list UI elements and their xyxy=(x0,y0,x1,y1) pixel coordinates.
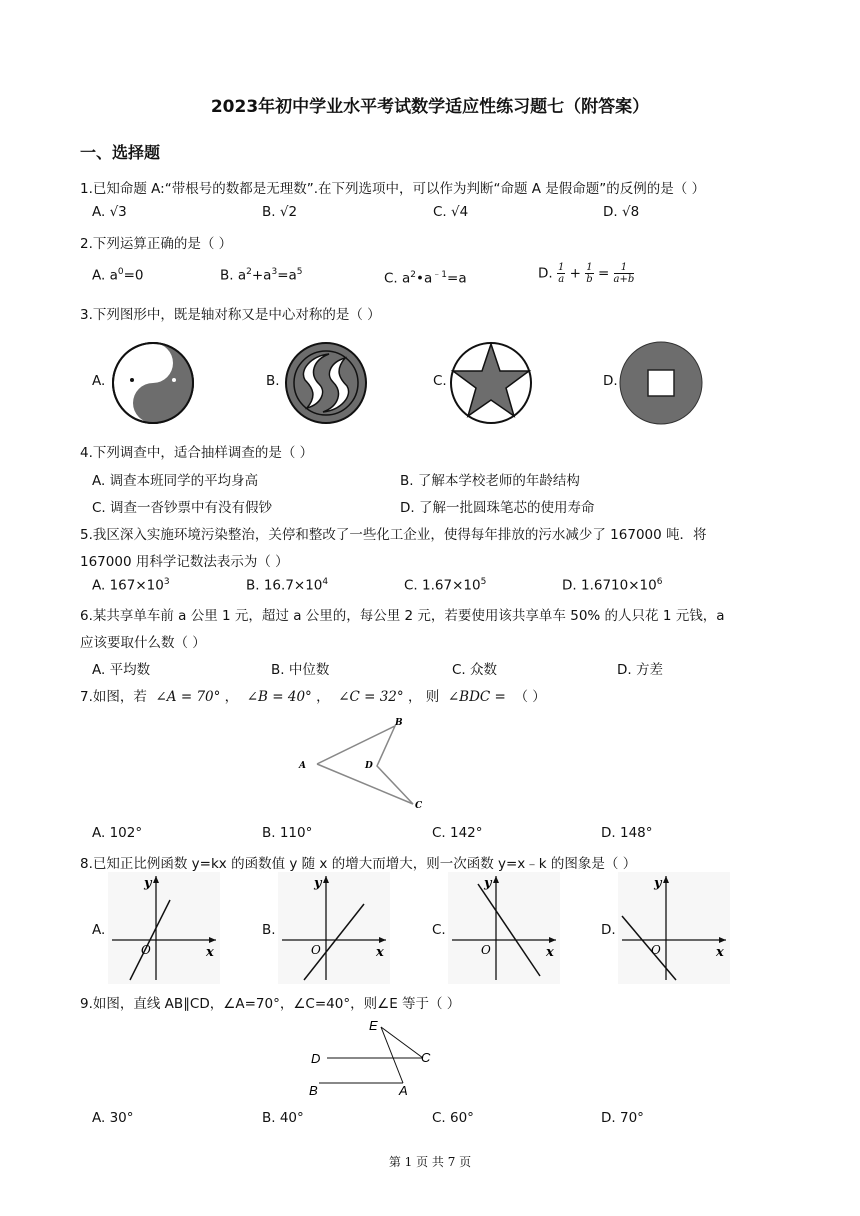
q8-graph-a xyxy=(108,872,220,984)
svg-text:y: y xyxy=(314,876,322,891)
svg-text:x: x xyxy=(376,945,384,960)
q2-option-a: A. $a^0=0$ xyxy=(92,267,144,284)
q7-concave-quadrilateral-figure xyxy=(295,712,435,812)
q6-option-b: B. 中位数 xyxy=(271,662,330,678)
question-9-stem: 9.如图，直线 AB∥CD，∠A=70°，∠C=40°，则∠E 等于（ ） xyxy=(80,996,461,1012)
q9-option-d: D. 70° xyxy=(601,1110,644,1126)
fig-label-b: B xyxy=(395,718,403,728)
q4-option-c: C. 调查一沓钞票中有没有假钞 xyxy=(92,500,273,516)
svg-text:x: x xyxy=(206,945,214,960)
page-footer: 第 1 页 共 7 页 xyxy=(388,1155,472,1169)
section-heading: 一、选择题 xyxy=(80,143,161,162)
svg-text:O: O xyxy=(311,943,321,957)
q5-option-c: C. $1.67\times 10^5$ xyxy=(404,577,487,594)
q2-option-c: C. $a^2•a^{﹣1}=a$ xyxy=(384,270,467,287)
q9-option-a: A. 30° xyxy=(92,1110,134,1126)
q9-option-b: B. 40° xyxy=(262,1110,304,1126)
q9-parallel-lines-figure xyxy=(305,1016,445,1098)
fig-label-a: A xyxy=(299,761,306,771)
question-2-stem: 2.下列运算正确的是（ ） xyxy=(80,236,233,252)
question-5-stem-line1: 5.我区深入实施环境污染整治，关停和整改了一些化工企业，使得每年排放的污水减少了 167000 吨．将 xyxy=(80,527,707,543)
svg-text:D: D xyxy=(311,1051,321,1066)
q1-option-a: A. √3 xyxy=(92,204,127,220)
svg-text:A: A xyxy=(399,1083,408,1098)
svg-text:B: B xyxy=(309,1083,318,1098)
q8-option-d: D. xyxy=(601,922,616,938)
svg-text:O: O xyxy=(651,943,661,957)
q1-option-c: C. √4 xyxy=(433,204,469,220)
q7-option-c: C. 142° xyxy=(432,825,483,841)
q1-option-d: D. √8 xyxy=(603,204,640,220)
swirl-emblem-figure xyxy=(283,340,369,426)
question-4-stem: 4.下列调查中，适合抽样调查的是（ ） xyxy=(80,445,314,461)
star-in-circle-figure xyxy=(448,340,534,426)
svg-text:C: C xyxy=(421,1050,431,1065)
fig-label-c: C xyxy=(415,801,423,811)
q5-option-d: D. $1.6710\times 10^6$ xyxy=(562,577,663,594)
q3-option-c: C. xyxy=(433,373,447,389)
q5-option-b: B. $16.7\times 10^4$ xyxy=(246,577,329,594)
q8-graph-c xyxy=(448,872,560,984)
yin-yang-figure xyxy=(110,340,196,426)
q7-option-b: B. 110° xyxy=(262,825,313,841)
question-7-stem: 7.如图，若 ∠A = 70° ， ∠B = 40° ， ∠C = 32° ， 则 ∠BDC = （ ） xyxy=(80,689,546,705)
fig-label-d: D xyxy=(365,761,373,771)
q1-option-b: B. √2 xyxy=(262,204,298,220)
svg-text:x: x xyxy=(546,945,554,960)
question-6-stem-line2: 应该要取什么数（ ） xyxy=(80,635,206,651)
q2-option-d: D. $\frac{1}{a}$ + $\frac{1}{b}$ = $\frac{1}{a+b}$ xyxy=(538,262,635,285)
q8-option-a: A. xyxy=(92,922,106,938)
svg-text:E: E xyxy=(369,1018,378,1033)
svg-text:O: O xyxy=(141,943,151,957)
question-6-stem-line1: 6.某共享单车前 a 公里 1 元，超过 a 公里的，每公里 2 元，若要使用该共享单车 50% 的人只花 1 元钱，a xyxy=(80,608,725,624)
q7-option-d: D. 148° xyxy=(601,825,653,841)
svg-text:x: x xyxy=(716,945,724,960)
svg-text:y: y xyxy=(484,876,492,891)
svg-text:y: y xyxy=(654,876,662,891)
square-hole-coin-figure xyxy=(618,340,704,426)
q5-option-a: A. $167\times 10^3$ xyxy=(92,577,170,594)
q6-option-c: C. 众数 xyxy=(452,662,498,678)
q6-option-a: A. 平均数 xyxy=(92,662,151,678)
q2-option-b: B. $a^2+a^3=a^5$ xyxy=(220,267,303,284)
q8-graph-d xyxy=(618,872,730,984)
q4-option-d: D. 了解一批圆珠笔芯的使用寿命 xyxy=(400,500,595,516)
q9-option-c: C. 60° xyxy=(432,1110,474,1126)
svg-text:O: O xyxy=(481,943,491,957)
q7-option-a: A. 102° xyxy=(92,825,143,841)
q4-option-b: B. 了解本学校老师的年龄结构 xyxy=(400,473,580,489)
q8-option-c: C. xyxy=(432,922,446,938)
question-1-stem: 1.已知命题 A:“带根号的数都是无理数”.在下列选项中，可以作为判断“命题 A 是假命题”的反例的是（ ） xyxy=(80,181,706,197)
q4-option-a: A. 调查本班同学的平均身高 xyxy=(92,473,259,489)
question-5-stem-line2: 167000 用科学记数法表示为（ ） xyxy=(80,554,289,570)
question-8-stem: 8.已知正比例函数 y=kx 的函数值 y 随 x 的增大而增大，则一次函数 y=x﹣k 的图象是（ ） xyxy=(80,856,637,872)
svg-text:y: y xyxy=(144,876,152,891)
question-3-stem: 3.下列图形中，既是轴对称又是中心对称的是（ ） xyxy=(80,307,381,323)
q3-option-d: D. xyxy=(603,373,618,389)
q6-option-d: D. 方差 xyxy=(617,662,663,678)
q3-option-a: A. xyxy=(92,373,106,389)
q8-graph-b xyxy=(278,872,390,984)
q3-option-b: B. xyxy=(266,373,280,389)
page-title: 2023年初中学业水平考试数学适应性练习题七（附答案） xyxy=(210,97,650,117)
q8-option-b: B. xyxy=(262,922,276,938)
